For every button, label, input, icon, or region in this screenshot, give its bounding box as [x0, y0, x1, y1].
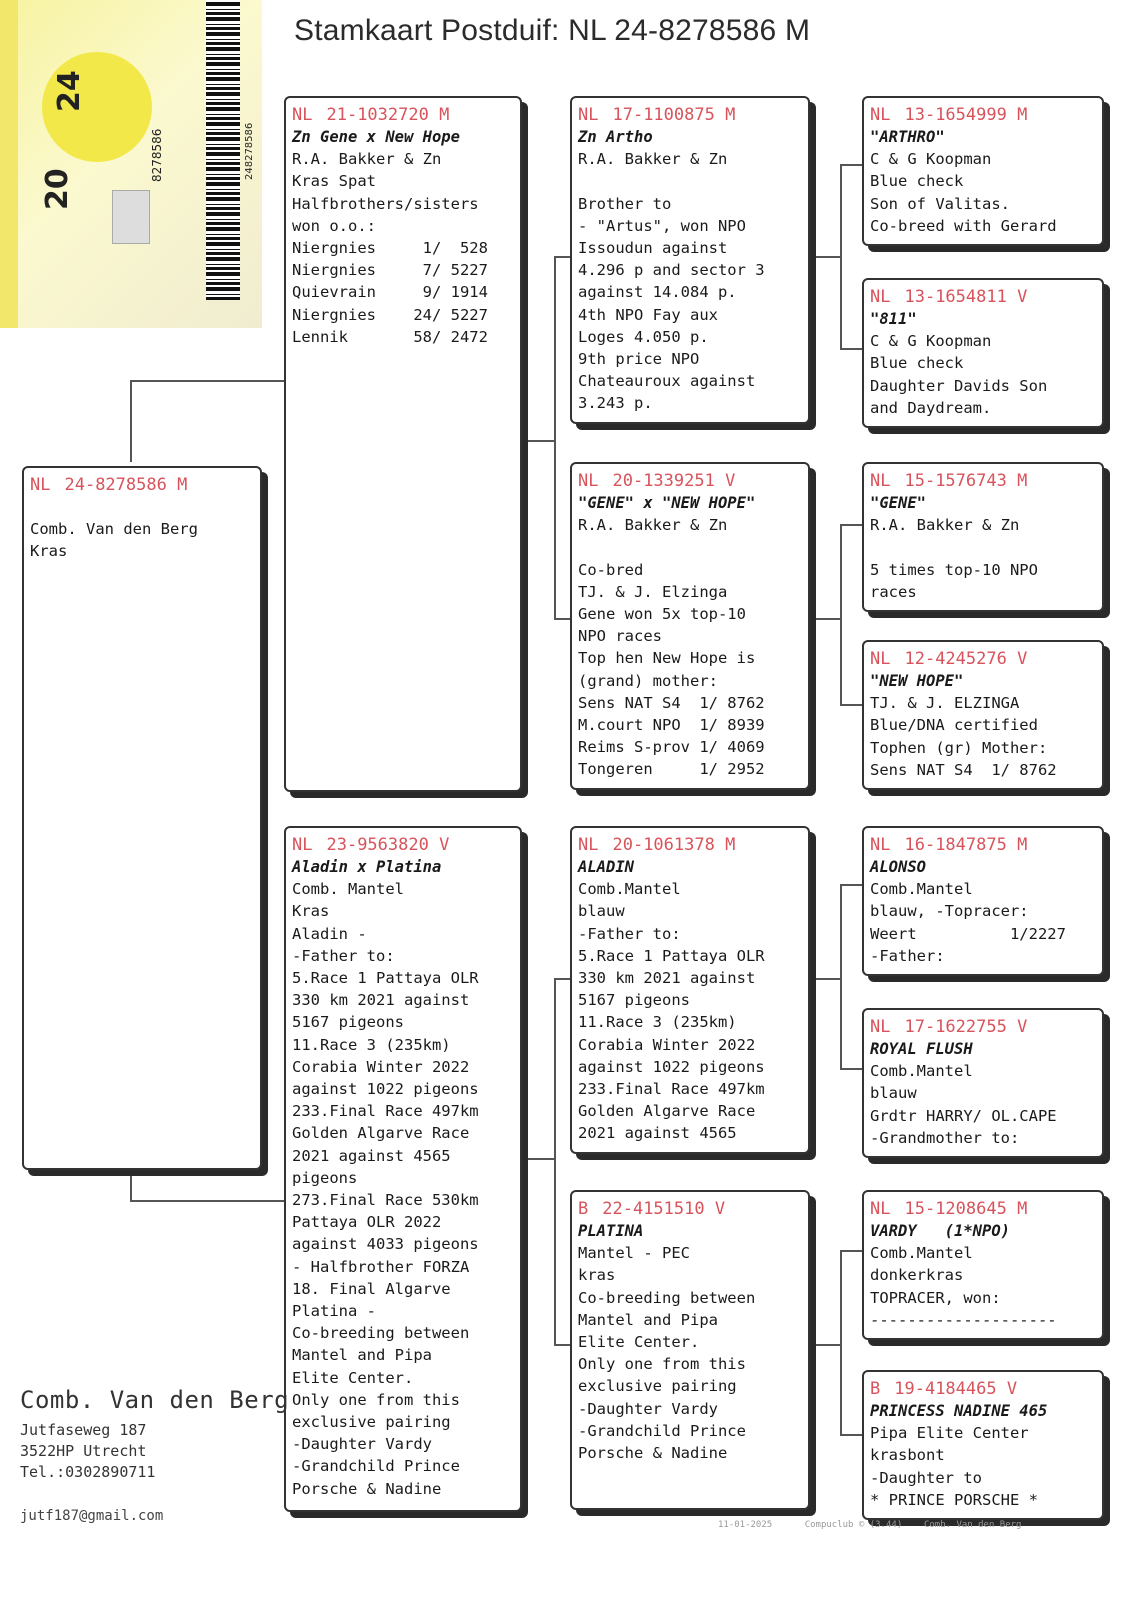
pigeon-detail-line: Top hen New Hope is [578, 649, 756, 668]
pigeon-detail-line: Gene won 5x top-10 [578, 605, 746, 623]
pigeon-details [870, 126, 1096, 237]
ring-code: 22-4151510 V [602, 1199, 726, 1219]
pigeon-detail-line: Mantel and Pipa [292, 1346, 432, 1365]
pigeon-detail-line: and Daydream. [870, 398, 992, 417]
connector [130, 380, 132, 462]
pigeon-detail-line: -Father to: [292, 946, 395, 965]
barcode [206, 0, 240, 300]
pigeon-detail-line: Porsche & Nadine [578, 1444, 728, 1463]
pigeon-details [870, 1038, 1096, 1149]
pigeon-detail-line: 5.Race 1 Pattaya OLR [292, 969, 479, 988]
pigeon-detail-line: 5167 pigeons [578, 991, 690, 1010]
ring-code: 13-1654999 M [904, 105, 1028, 125]
pigeon-detail-line: Golden Algarve Race [578, 1102, 756, 1121]
pigeon-detail-line: Co-breeding between [578, 1288, 756, 1307]
pigeon-card-ff-father [862, 96, 1104, 246]
pigeon-detail-line: Mantel - PEC [578, 1244, 690, 1263]
pigeon-detail-line: -Daughter Vardy [578, 1399, 718, 1418]
pigeon-detail-line: -Grandchild Prince [578, 1421, 746, 1440]
pigeon-detail-line: Aladin - [292, 924, 367, 943]
connector [554, 978, 556, 1346]
pigeon-detail-line: Weert 1/2227 [870, 924, 1066, 943]
ring-country: NL [870, 649, 891, 669]
breeder-city: 3522HP Utrecht [20, 1442, 147, 1460]
ring-number [870, 1016, 1096, 1038]
barcode-number: 248278586 [244, 122, 255, 180]
pigeon-detail-line: Tophen (gr) Mother: [870, 738, 1048, 757]
pigeon-detail-line: kras [578, 1266, 616, 1285]
pigeon-detail-line: TOPRACER, won: [870, 1288, 1001, 1307]
ring-number [870, 286, 1096, 308]
pigeon-detail-line: Comb. Van den Berg [30, 520, 198, 539]
pigeon-detail-line: - Halfbrother FORZA [292, 1257, 470, 1276]
ring-country: NL [870, 835, 891, 855]
pigeon-name-line: ROYAL FLUSH [870, 1040, 973, 1058]
pigeon-name-line: "GENE" [870, 494, 926, 512]
pigeon-card-mother [284, 826, 522, 1512]
pigeon-detail-line: 273.Final Race 530km [292, 1191, 479, 1210]
page-title: Stamkaart Postduif: NL 24-8278586 M [294, 14, 811, 47]
ring-code: 17-1100875 M [612, 105, 736, 125]
pigeon-detail-line: Brother to [578, 194, 672, 213]
ring-code: 16-1847875 M [904, 835, 1028, 855]
pigeon-name-line: Zn Artho [578, 128, 653, 146]
pigeon-detail-line: Elite Center. [292, 1368, 414, 1387]
pigeon-detail-line: Niergnies 7/ 5227 [292, 261, 488, 280]
breeder-street: Jutfaseweg 187 [20, 1421, 147, 1439]
ring-number [578, 834, 802, 856]
pigeon-detail-line: blauw [578, 902, 625, 921]
ring-code: 12-4245276 V [904, 649, 1028, 669]
pigeon-detail-line: Lennik 58/ 2472 [292, 327, 488, 346]
pigeon-detail-line: Halfbrothers/sisters [292, 194, 479, 213]
connector [528, 1158, 554, 1160]
pigeon-detail-line: Niergnies 1/ 528 [292, 239, 488, 258]
pigeon-detail-line: Golden Algarve Race [292, 1124, 470, 1143]
ring-country: NL [870, 1017, 891, 1037]
pigeon-detail-line: exclusive pairing [578, 1377, 737, 1396]
pigeon-detail-line: against 14.084 p. [578, 283, 737, 302]
pigeon-card-mm-father [862, 1190, 1104, 1340]
pigeon-detail-line [578, 170, 802, 192]
pigeon-detail-line: C & G Koopman [870, 332, 992, 351]
pigeon-detail-line: Mantel and Pipa [578, 1310, 718, 1329]
pigeon-detail-line [870, 536, 1096, 558]
pigeon-detail-line: Blue check [870, 354, 964, 373]
pigeon-detail-line: 5.Race 1 Pattaya OLR [578, 946, 765, 965]
pigeon-details [578, 126, 802, 415]
pigeon-detail-line: Pipa Elite Center [870, 1424, 1029, 1443]
pigeon-detail-line: -Father to: [578, 924, 681, 943]
connector [840, 884, 864, 886]
pigeon-card-subject [22, 466, 262, 1170]
connector [130, 1200, 286, 1202]
pigeon-detail-line: Only one from this [578, 1355, 746, 1374]
ring-country: B [578, 1199, 589, 1219]
ring-code: 20-1061378 M [612, 835, 736, 855]
pigeon-detail-line: -Father: [870, 946, 945, 965]
ring-number [870, 1378, 1096, 1400]
pigeon-detail-line: Comb.Mantel [870, 1244, 973, 1263]
connector [840, 704, 864, 706]
pigeon-detail-line: TJ. & J. ELZINGA [870, 694, 1020, 713]
pigeon-name-line: "811" [870, 310, 917, 328]
connector [840, 884, 842, 1070]
ring-sticker [0, 0, 262, 328]
pigeon-detail-line: Only one from this [292, 1390, 460, 1409]
pigeon-details [30, 496, 254, 563]
connector [840, 164, 842, 350]
ring-code: 19-4184465 V [894, 1379, 1018, 1399]
connector [840, 524, 864, 526]
connector [840, 348, 864, 350]
pigeon-details [292, 126, 514, 348]
pigeon-detail-line: NPO races [578, 627, 662, 646]
ring-number [292, 834, 514, 856]
pigeon-detail-line: 11.Race 3 (235km) [292, 1035, 451, 1054]
connector [840, 524, 842, 706]
pigeon-detail-line: Kras [292, 902, 330, 921]
pigeon-detail-line: Sens NAT S4 1/ 8762 [578, 693, 765, 712]
pigeon-name-line: "ARTHRO" [870, 128, 945, 146]
pigeon-detail-line: 330 km 2021 against [578, 969, 756, 988]
pigeon-detail-line: races [870, 582, 917, 601]
pigeon-name-line: VARDY (1*NPO) [870, 1222, 1010, 1240]
ring-country: NL [30, 475, 51, 495]
pigeon-detail-line: against 1022 pigeons [292, 1080, 479, 1099]
pigeon-detail-line: Kras Spat [292, 172, 376, 191]
pigeon-detail-line: Niergnies 24/ 5227 [292, 305, 488, 324]
pigeon-name-line: Aladin x Platina [292, 858, 442, 876]
sticker-image [112, 190, 150, 244]
ring-country: NL [578, 471, 599, 491]
connector [840, 1434, 864, 1436]
pigeon-card-father-mother [570, 462, 810, 790]
pigeon-detail-line: R.A. Bakker & Zn [292, 150, 442, 169]
pigeon-detail-line: Comb.Mantel [870, 1062, 973, 1081]
pigeon-card-mf-father [862, 826, 1104, 976]
ring-code: 21-1032720 M [326, 105, 450, 125]
pigeon-detail-line: Quievrain 9/ 1914 [292, 283, 488, 302]
sticker-strip [0, 0, 18, 328]
ring-country: NL [578, 105, 599, 125]
pigeon-details [870, 492, 1096, 603]
pigeon-card-mm-mother [862, 1370, 1104, 1520]
pigeon-detail-line: 9th price NPO [578, 350, 700, 369]
ring-number [292, 104, 514, 126]
connector [528, 440, 554, 442]
pigeon-details [870, 1220, 1096, 1331]
pigeon-detail-line: Daughter Davids Son [870, 376, 1048, 395]
pigeon-detail-line: Grdtr HARRY/ OL.CAPE [870, 1106, 1057, 1125]
pigeon-detail-line: 5167 pigeons [292, 1013, 404, 1032]
breeder-address [20, 1386, 289, 1483]
pigeon-detail-line: Elite Center. [578, 1333, 700, 1352]
pigeon-details [578, 856, 802, 1145]
pigeon-detail-line: krasbont [870, 1446, 945, 1465]
ring-number [578, 104, 802, 126]
pigeon-detail-line: 3.243 p. [578, 394, 653, 413]
pigeon-detail-line: TJ. & J. Elzinga [578, 582, 728, 601]
pigeon-detail-line: Reims S-prov 1/ 4069 [578, 738, 765, 757]
pigeon-name-line: PLATINA [578, 1222, 644, 1240]
pigeon-detail-line: -------------------- [870, 1310, 1057, 1329]
pigeon-name-line: PRINCESS NADINE 465 [870, 1402, 1048, 1420]
pigeon-details [870, 308, 1096, 419]
footer-software: Compuclub © (3.44) [804, 1520, 903, 1530]
ring-country: NL [870, 105, 891, 125]
connector [840, 1250, 864, 1252]
connector [130, 380, 286, 382]
ring-country: NL [870, 287, 891, 307]
pigeon-card-father-father [570, 96, 810, 424]
pigeon-detail-line: Co-breed with Gerard [870, 216, 1057, 235]
pigeon-detail-line: 18. Final Algarve [292, 1279, 451, 1298]
pigeon-detail-line: 233.Final Race 497km [578, 1080, 765, 1099]
breeder-email: jutf187@gmail.com [20, 1508, 164, 1524]
pigeon-detail-line: Platina - [292, 1302, 376, 1321]
ring-code: 23-9563820 V [326, 835, 450, 855]
connector [814, 978, 840, 980]
ring-code: 15-1208645 M [904, 1199, 1028, 1219]
pigeon-detail-line: Tongeren 1/ 2952 [578, 760, 765, 779]
pigeon-detail-line: 2021 against 4565 [578, 1124, 737, 1143]
ring-number [870, 834, 1096, 856]
pigeon-detail-line: Sens NAT S4 1/ 8762 [870, 760, 1057, 779]
pigeon-detail-line: -Grandmother to: [870, 1128, 1020, 1147]
pigeon-card-mf-mother [862, 1008, 1104, 1158]
pigeon-detail-line: blauw, -Topracer: [870, 902, 1029, 921]
pigeon-details [870, 670, 1096, 781]
pigeon-card-mother-mother [570, 1190, 810, 1510]
sticker-year-left: 20 [40, 168, 75, 210]
pigeon-detail-line: pigeons [292, 1168, 358, 1187]
connector [814, 618, 840, 620]
pigeon-detail-line: 233.Final Race 497km [292, 1102, 479, 1121]
pigeon-detail-line: Co-breeding between [292, 1324, 470, 1343]
pigeon-detail-line: * PRINCE PORSCHE * [870, 1490, 1038, 1509]
ring-number [578, 470, 802, 492]
pigeon-details [870, 856, 1096, 967]
pigeon-detail-line: Kras [30, 542, 68, 561]
pigeon-detail-line: Corabia Winter 2022 [578, 1035, 756, 1054]
pigeon-detail-line: 4th NPO Fay aux [578, 305, 718, 324]
ring-code: 13-1654811 V [904, 287, 1028, 307]
pigeon-detail-line: Loges 4.050 p. [578, 327, 709, 346]
connector [840, 1250, 842, 1436]
sticker-year-right: 24 [52, 70, 87, 112]
pigeon-detail-line: Comb.Mantel [578, 880, 681, 899]
pigeon-detail-line: (grand) mother: [578, 671, 718, 690]
connector [814, 1344, 840, 1346]
ring-country: NL [870, 1199, 891, 1219]
connector [814, 256, 840, 258]
ring-code: 17-1622755 V [904, 1017, 1028, 1037]
pigeon-detail-line: exclusive pairing [292, 1413, 451, 1432]
pigeon-detail-line: against 4033 pigeons [292, 1235, 479, 1254]
pigeon-detail-line: -Grandchild Prince [292, 1457, 460, 1476]
pigeon-detail-line: Pattaya OLR 2022 [292, 1213, 442, 1232]
pigeon-detail-line: Comb.Mantel [870, 880, 973, 899]
ring-number [870, 1198, 1096, 1220]
sticker-number: 8278586 [150, 128, 164, 182]
pigeon-detail-line: 330 km 2021 against [292, 991, 470, 1010]
ring-number [870, 648, 1096, 670]
connector [554, 256, 556, 620]
breeder-name: Comb. Van den Berg [20, 1386, 290, 1414]
pigeon-card-fm-father [862, 462, 1104, 612]
pigeon-card-mother-father [570, 826, 810, 1154]
pigeon-detail-line: R.A. Bakker & Zn [578, 150, 728, 169]
pigeon-name-line: Zn Gene x New Hope [292, 128, 460, 146]
ring-country: NL [292, 835, 313, 855]
ring-code: 20-1339251 V [612, 471, 736, 491]
pigeon-detail-line: Blue check [870, 172, 964, 191]
pigeon-detail-line: against 1022 pigeons [578, 1057, 765, 1076]
pigeon-details [292, 856, 514, 1500]
footer [718, 1520, 1021, 1530]
pigeon-detail-line: R.A. Bakker & Zn [870, 516, 1020, 535]
pigeon-detail-line: -Daughter to [870, 1468, 982, 1487]
breeder-phone: Tel.:0302890711 [20, 1463, 156, 1481]
pigeon-detail-line: Corabia Winter 2022 [292, 1057, 470, 1076]
pigeon-details [870, 1400, 1096, 1511]
ring-number [30, 474, 254, 496]
pigeon-detail-line: won o.o.: [292, 216, 376, 235]
connector [840, 164, 864, 166]
pigeon-detail-line: 11.Race 3 (235km) [578, 1013, 737, 1032]
pigeon-card-ff-mother [862, 278, 1104, 428]
pigeon-name-line: "GENE" x "NEW HOPE" [578, 494, 756, 512]
ring-number [870, 470, 1096, 492]
pigeon-details [578, 1220, 802, 1464]
pigeon-detail-line: -Daughter Vardy [292, 1435, 432, 1454]
pigeon-detail-line [578, 536, 802, 558]
pigeon-details [578, 492, 802, 781]
ring-country: NL [578, 835, 599, 855]
pigeon-detail-line: 5 times top-10 NPO [870, 560, 1038, 579]
ring-country: B [870, 1379, 881, 1399]
ring-country: NL [292, 105, 313, 125]
pigeon-detail-line: Co-bred [578, 560, 644, 579]
footer-owner: Comb. Van den Berg [923, 1520, 1022, 1530]
ring-code: 15-1576743 M [904, 471, 1028, 491]
ring-number [578, 1198, 802, 1220]
connector [840, 1068, 864, 1070]
pigeon-detail-line: Chateauroux against [578, 372, 756, 391]
pigeon-detail-line: Porsche & Nadine [292, 1479, 442, 1498]
pigeon-detail-line: Issoudun against [578, 239, 728, 257]
pigeon-detail-line: blauw [870, 1084, 917, 1103]
pigeon-detail-line: Son of Valitas. [870, 194, 1010, 213]
pigeon-card-father [284, 96, 522, 792]
pigeon-detail-line [30, 496, 254, 518]
pigeon-detail-line: Blue/DNA certified [870, 716, 1038, 735]
ring-code: 24-8278586 M [64, 475, 188, 495]
pigeon-detail-line: 4.296 p and sector 3 [578, 261, 765, 280]
pigeon-name-line: ALONSO [870, 858, 926, 876]
pigeon-card-fm-mother [862, 640, 1104, 790]
footer-date: 11-01-2025 [718, 1520, 773, 1530]
pigeon-detail-line: C & G Koopman [870, 150, 992, 169]
pigeon-name-line: "NEW HOPE" [870, 672, 964, 690]
pigeon-detail-line: donkerkras [870, 1266, 964, 1285]
pigeon-name-line: ALADIN [578, 858, 634, 876]
ring-number [870, 104, 1096, 126]
ring-country: NL [870, 471, 891, 491]
pigeon-detail-line: - "Artus", won NPO [578, 216, 746, 235]
pigeon-detail-line: R.A. Bakker & Zn [578, 516, 728, 535]
pigeon-detail-line: Comb. Mantel [292, 880, 404, 899]
pigeon-detail-line: M.court NPO 1/ 8939 [578, 716, 765, 735]
pigeon-detail-line: 2021 against 4565 [292, 1146, 451, 1165]
